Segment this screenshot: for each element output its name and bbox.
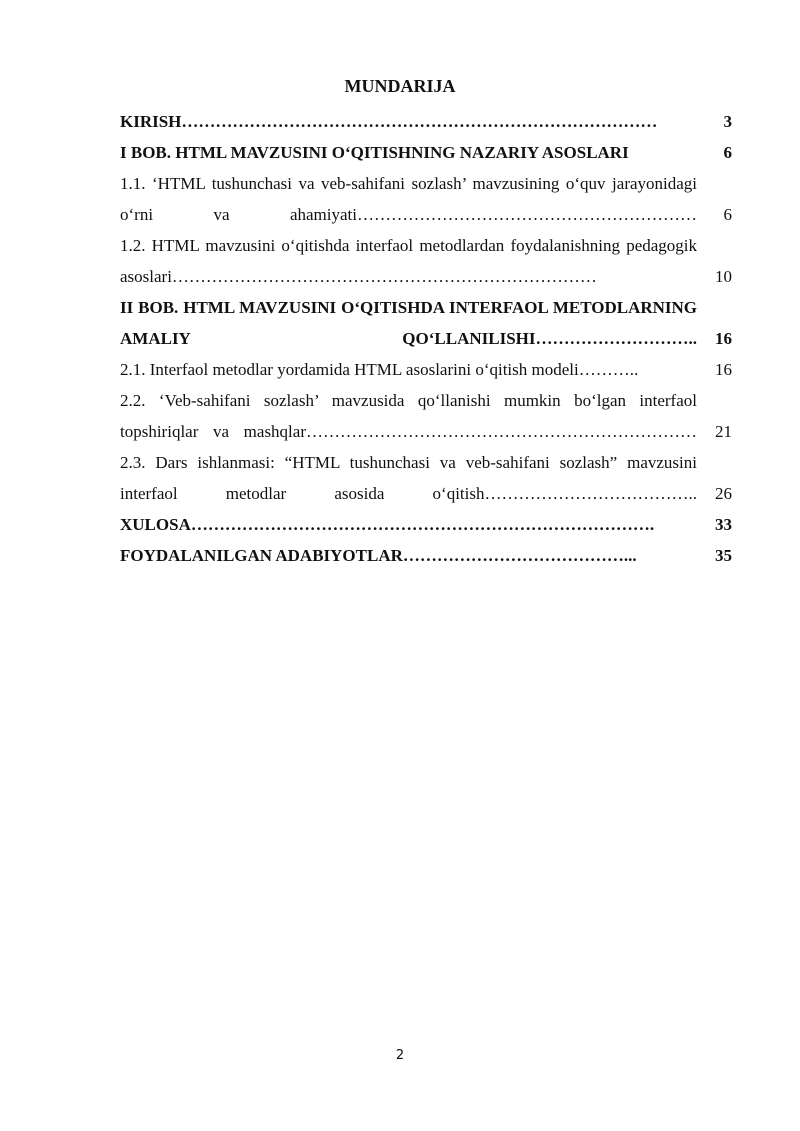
toc-entry-line: METODLARNING AMALIY QO‘LLANILISHI……………………….. [120,298,698,348]
toc-entry-line: 2.3. Dars ishlanmasi: “HTML tushunchasi va veb-sahifani sozlash” [120,453,618,472]
toc-entry-line: topshiriqlar va mashqlar…………………………………………………………… [120,422,697,441]
toc-entry-page: 26 [715,484,732,503]
toc-entry-1-2 [120,230,732,292]
toc-entry-references [120,540,732,571]
toc-entry-text: I BOB. HTML MAVZUSINI O‘QITISHNING NAZARIY ASOSLARI [120,143,629,162]
toc-entry-page: 3 [723,112,732,131]
toc-entry-text [120,385,697,447]
toc-entry-line: II BOB. HTML MAVZUSINI O‘QITISHDA INTERFAOL [120,298,548,317]
toc-entry-page: 16 [715,360,732,379]
toc-entry-line: 2.2. ‘Veb-sahifani sozlash’ mavzusida qo‘llanishi mumkin bo‘lgan interfaol [120,391,697,410]
toc-entry-text [120,447,697,509]
toc-entry-page: 21 [715,422,732,441]
toc-entry-text: FOYDALANILGAN ADABIYOTLAR…………………………………... [120,546,637,565]
toc-entry-text: KIRISH………………………………………………………………………… [120,112,658,131]
page-number: 2 [395,1048,405,1063]
toc-entry-chapter-1 [120,137,732,168]
toc-entry-line: jarayonidagi o‘rni va ahamiyati…………………………………………………… [120,174,698,224]
toc-entry-text: XULOSA………………………………………………………………………. [120,515,655,534]
toc-entry-line: mavzusini interfaol metodlar asosida o‘qitish……………………………….. [120,453,697,503]
toc-entry-page: 6 [723,205,732,224]
toc-entry-page: 10 [715,267,732,286]
toc-entry-page: 16 [715,329,732,348]
page-title: MUNDARIJA [344,76,456,96]
toc-entry-kirish [120,106,732,137]
toc-entry-text [120,292,697,354]
toc-entry-page: 33 [715,515,732,534]
toc-entry-line: 1.2. HTML mavzusini o‘qitishda interfaol metodlardan foydalanishning [120,236,621,255]
toc-entry-xulosa [120,509,732,540]
toc-entry-line: 1.1. ‘HTML tushunchasi va veb-sahifani sozlash’ mavzusining o‘quv [120,174,606,193]
toc-entry-1-1 [120,168,732,230]
toc-entry-line: pedagogik asoslari………………………………………………………………… [120,236,698,286]
toc-entry-2-3 [120,447,732,509]
toc-entry-2-1 [120,354,732,385]
toc-entry-text [120,168,697,230]
table-of-contents [120,106,732,571]
toc-entry-chapter-2 [120,292,732,354]
toc-entry-2-2 [120,385,732,447]
toc-entry-text [120,230,697,292]
toc-entry-text: 2.1. Interfaol metodlar yordamida HTML asoslarini o‘qitish modeli……….. [120,360,639,379]
toc-entry-page: 35 [715,546,732,565]
toc-entry-page: 6 [723,143,732,162]
